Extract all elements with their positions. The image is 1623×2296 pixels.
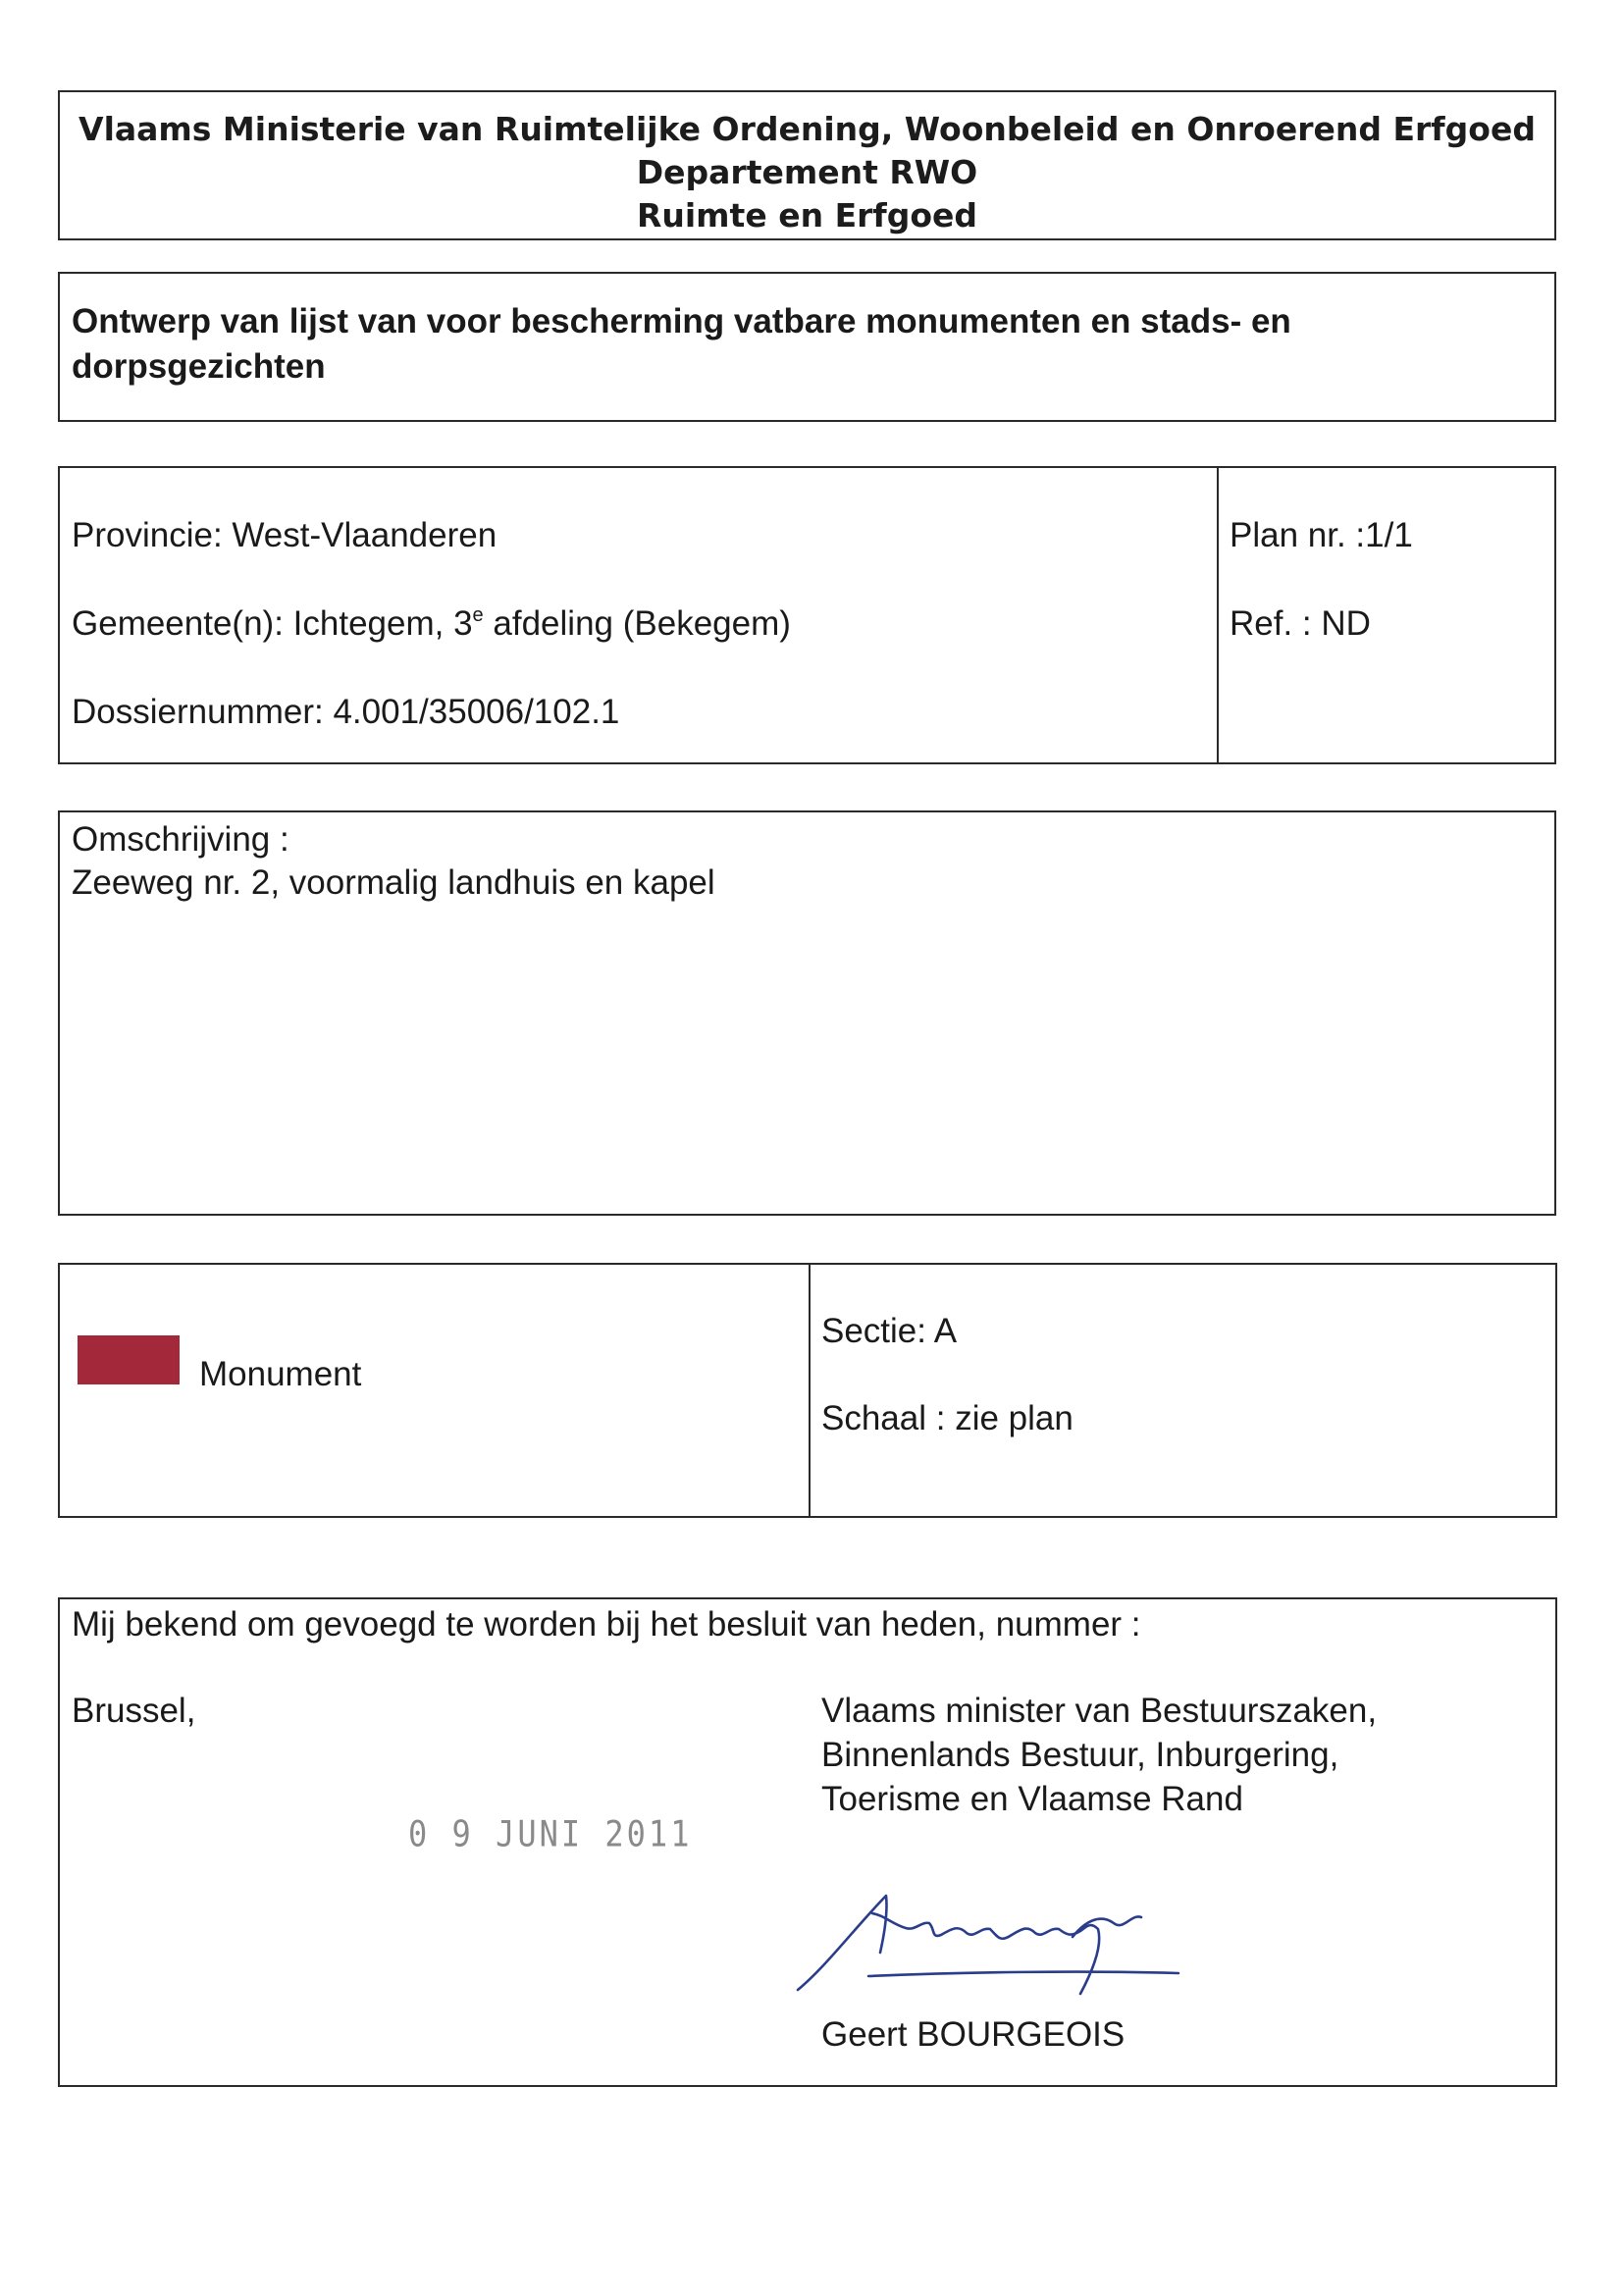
place-text: Brussel, — [72, 1692, 196, 1730]
signature-box — [58, 1597, 1557, 2087]
date-stamp: 0 9 JUNI 2011 — [408, 1812, 693, 1855]
provincie-field: Provincie: West-Vlaanderen — [72, 516, 497, 554]
gemeente-field: Gemeente(n): Ichtegem, 3e afdeling (Bekegem) — [72, 604, 791, 643]
reference: Ref. : ND — [1230, 604, 1371, 643]
ordinal-superscript: e — [472, 604, 484, 626]
legend-divider — [809, 1265, 811, 1516]
document-title: Ontwerp van lijst van voor bescherming vatbare monumenten en stads- en dorpsgezichten — [72, 302, 1291, 386]
schaal-field: Schaal : zie plan — [821, 1399, 1073, 1437]
monument-swatch — [78, 1335, 180, 1384]
statement-text: Mij bekend om gevoegd te worden bij het besluit van heden, nummer : — [72, 1605, 1141, 1644]
handwritten-signature — [786, 1874, 1335, 2002]
minister-name: Geert BOURGEOIS — [821, 2015, 1126, 2054]
dossier-field: Dossiernummer: 4.001/35006/102.1 — [72, 693, 620, 731]
sectie-field: Sectie: A — [821, 1312, 958, 1350]
department-name: Departement RWO — [636, 153, 978, 191]
ministry-name: Vlaams Ministerie van Ruimtelijke Ordening, Woonbeleid en Onroerend Erfgoed — [79, 110, 1536, 148]
minister-title-line1: Vlaams minister van Bestuurszaken, — [821, 1692, 1378, 1730]
description-label: Omschrijving : — [72, 820, 289, 859]
minister-title-line3: Toerisme en Vlaamse Rand — [821, 1780, 1243, 1818]
document-title-box — [58, 272, 1556, 422]
division-name: Ruimte en Erfgoed — [636, 196, 978, 235]
location-info-box — [58, 466, 1556, 764]
description-box — [58, 810, 1556, 1216]
info-divider — [1217, 468, 1219, 762]
minister-title-line2: Binnenlands Bestuur, Inburgering, — [821, 1736, 1339, 1774]
legend-box — [58, 1263, 1557, 1518]
plan-number: Plan nr. :1/1 — [1230, 516, 1413, 554]
description-text: Zeeweg nr. 2, voormalig landhuis en kapel — [72, 863, 715, 902]
ministry-header — [58, 90, 1556, 240]
legend-label: Monument — [199, 1355, 362, 1393]
